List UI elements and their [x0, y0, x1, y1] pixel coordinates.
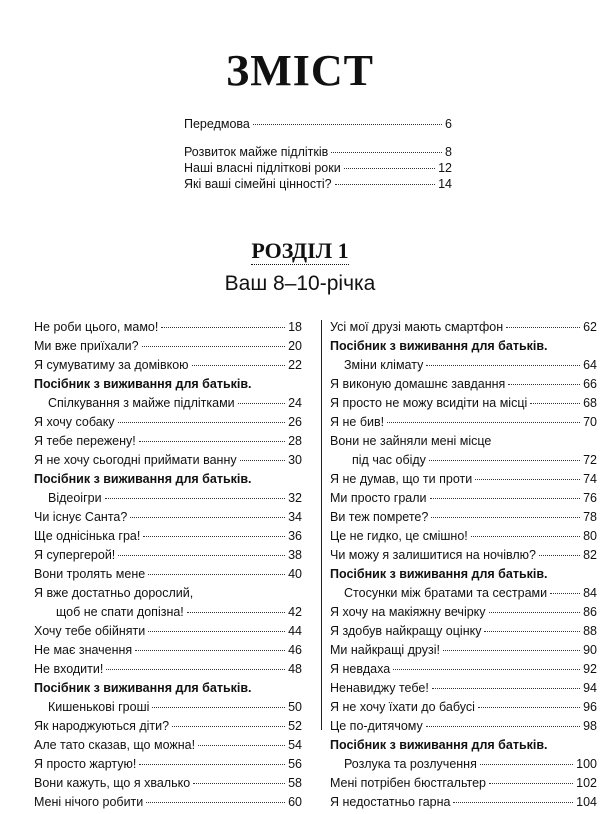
toc-entry-page: 96: [583, 700, 597, 714]
toc-entry-page: 44: [288, 624, 302, 638]
toc-entry[interactable]: [330, 358, 597, 377]
toc-entry-page: 6: [445, 117, 452, 131]
toc-entry[interactable]: [34, 757, 302, 776]
dot-leader: [393, 669, 580, 670]
toc-entry[interactable]: [34, 776, 302, 795]
toc-entry-page: 22: [288, 358, 302, 372]
toc-entry-title: Я хочу собаку: [34, 415, 115, 429]
toc-entry-title: Ми найкращі друзі!: [330, 643, 440, 657]
toc-entry-title: Я хочу на макіяжну вечірку: [330, 605, 486, 619]
toc-entry[interactable]: [34, 548, 302, 567]
toc-entry-page: 66: [583, 377, 597, 391]
toc-entry-page: 76: [583, 491, 597, 505]
dot-leader: [508, 384, 580, 385]
dot-leader: [148, 574, 285, 575]
toc-entry-page: 40: [288, 567, 302, 581]
toc-entry-title: Я не хочу сьогодні приймати ванну: [34, 453, 237, 467]
toc-entry-page: 78: [583, 510, 597, 524]
toc-entry[interactable]: [34, 358, 302, 377]
toc-left-column: [34, 320, 302, 814]
toc-entry-page: 94: [583, 681, 597, 695]
toc-entry-title: Я невдаха: [330, 662, 391, 676]
dot-leader: [426, 726, 580, 727]
toc-entry-page: 72: [583, 453, 597, 467]
toc-entry[interactable]: [34, 586, 302, 605]
dot-leader: [429, 460, 580, 461]
toc-entry-title: Я супергерой!: [34, 548, 116, 562]
toc-entry[interactable]: [34, 434, 302, 453]
toc-entry-page: 70: [583, 415, 597, 429]
toc-entry[interactable]: [330, 472, 597, 491]
toc-entry-title: Відеоігри: [48, 491, 102, 505]
dot-leader: [135, 650, 285, 651]
dot-leader: [106, 669, 285, 670]
toc-entry[interactable]: [184, 117, 452, 133]
toc-entry-page: 90: [583, 643, 597, 657]
toc-entry-title: Я тебе пережену!: [34, 434, 136, 448]
dot-leader: [105, 498, 285, 499]
toc-entry-page: 68: [583, 396, 597, 410]
toc-entry[interactable]: [34, 567, 302, 586]
toc-entry-title: Ми просто грали: [330, 491, 427, 505]
toc-entry-title: Я здобув найкращу оцінку: [330, 624, 482, 638]
toc-entry-page: 92: [583, 662, 597, 676]
toc-entry-page: 60: [288, 795, 302, 809]
dot-leader: [471, 536, 580, 537]
toc-entry-page: 102: [576, 776, 597, 790]
toc-entry-page: 98: [583, 719, 597, 733]
toc-entry[interactable]: [330, 434, 597, 453]
toc-entry-page: 8: [445, 145, 452, 159]
intro-toc: [184, 117, 452, 193]
toc-entry[interactable]: [34, 719, 302, 738]
toc-entry-page: 12: [438, 161, 452, 175]
toc-entry-page: 82: [583, 548, 597, 562]
toc-entry[interactable]: [330, 396, 597, 415]
toc-entry-title: під час обіду: [352, 453, 426, 467]
toc-entry[interactable]: [330, 719, 597, 738]
toc-entry-title: щоб не спати допізна!: [56, 605, 184, 619]
toc-entry-page: 28: [288, 434, 302, 448]
toc-entry-title: Я не думав, що ти проти: [330, 472, 473, 486]
toc-entry[interactable]: [34, 529, 302, 548]
toc-entry[interactable]: [34, 472, 302, 491]
toc-entry-title: Ви теж помрете?: [330, 510, 429, 524]
toc-entry[interactable]: [330, 757, 597, 776]
toc-entry[interactable]: [34, 377, 302, 396]
toc-entry[interactable]: [330, 605, 597, 624]
toc-entry[interactable]: [330, 339, 597, 358]
toc-entry-page: 100: [576, 757, 597, 771]
toc-entry[interactable]: [330, 795, 597, 814]
dot-leader: [506, 327, 580, 328]
dot-leader: [550, 593, 580, 594]
dot-leader: [539, 555, 580, 556]
toc-entry[interactable]: [330, 662, 597, 681]
toc-entry-page: 64: [583, 358, 597, 372]
toc-entry-page: 88: [583, 624, 597, 638]
toc-entry-title: Чи існує Санта?: [34, 510, 128, 524]
toc-entry-page: 18: [288, 320, 302, 334]
toc-entry[interactable]: [330, 491, 597, 510]
toc-entry-title: Не роби цього, мамо!: [34, 320, 159, 334]
toc-entry-page: 32: [288, 491, 302, 505]
dot-leader: [238, 403, 285, 404]
dot-leader: [139, 764, 285, 765]
dot-leader: [143, 536, 285, 537]
toc-entry[interactable]: [184, 161, 452, 177]
toc-right-column: [330, 320, 597, 814]
toc-entry[interactable]: [34, 605, 302, 624]
toc-entry-page: 84: [583, 586, 597, 600]
toc-entry[interactable]: [34, 681, 302, 700]
toc-entry[interactable]: [34, 795, 302, 814]
dot-leader: [484, 631, 580, 632]
toc-entry[interactable]: [330, 700, 597, 719]
toc-entry-title: Розлука та розлучення: [344, 757, 477, 771]
toc-entry-title: Вони не зайняли мені місце: [330, 434, 492, 448]
toc-entry[interactable]: [184, 177, 452, 193]
toc-entry[interactable]: [34, 700, 302, 719]
toc-entry-title: Усі мої друзі мають смартфон: [330, 320, 504, 334]
toc-entry[interactable]: [330, 738, 597, 757]
toc-entry[interactable]: [34, 643, 302, 662]
toc-entry[interactable]: [330, 586, 597, 605]
toc-entry[interactable]: [330, 510, 597, 529]
toc-entry-title: Спілкування з майже підлітками: [48, 396, 235, 410]
toc-entry-title: Як народжуються діти?: [34, 719, 170, 733]
toc-entry[interactable]: [34, 453, 302, 472]
toc-entry-page: 50: [288, 700, 302, 714]
dot-leader: [478, 707, 580, 708]
toc-entry[interactable]: [330, 567, 597, 586]
toc-entry-page: 30: [288, 453, 302, 467]
dot-leader: [432, 688, 580, 689]
toc-entry[interactable]: [330, 776, 597, 795]
toc-entry-page: 62: [583, 320, 597, 334]
toc-entry-title: Мені потрібен бюстгальтер: [330, 776, 486, 790]
toc-entry-title: Не має значення: [34, 643, 133, 657]
dot-leader: [187, 612, 285, 613]
toc-entry[interactable]: [34, 339, 302, 358]
toc-entry[interactable]: [330, 377, 597, 396]
toc-entry[interactable]: [34, 415, 302, 434]
toc-entry[interactable]: [34, 624, 302, 643]
dot-leader: [387, 422, 580, 423]
toc-entry[interactable]: [330, 681, 597, 700]
dot-leader: [443, 650, 580, 651]
toc-entry-title: Не входити!: [34, 662, 104, 676]
toc-entry-title: Посібник з виживання для батьків.: [34, 472, 252, 486]
toc-entry[interactable]: [330, 548, 597, 567]
toc-entry-title: Я вже достатньо дорослий,: [34, 586, 194, 600]
dot-leader: [148, 631, 285, 632]
toc-entry-page: 86: [583, 605, 597, 619]
toc-entry[interactable]: [330, 320, 597, 339]
chapter-label: РОЗДІЛ 1: [251, 238, 349, 263]
toc-entry-title: Зміни клімату: [344, 358, 424, 372]
toc-entry[interactable]: [330, 415, 597, 434]
toc-entry[interactable]: [34, 662, 302, 681]
toc-entry-page: 52: [288, 719, 302, 733]
dot-leader: [146, 802, 285, 803]
dot-leader: [475, 479, 580, 480]
dot-leader: [192, 365, 285, 366]
dot-leader: [430, 498, 580, 499]
toc-entry-title: Наші власні підліткові роки: [184, 161, 341, 175]
toc-entry-title: Посібник з виживання для батьків.: [330, 738, 548, 752]
toc-entry[interactable]: [34, 396, 302, 415]
toc-entry-title: Ще однісінька гра!: [34, 529, 141, 543]
toc-entry-page: 36: [288, 529, 302, 543]
toc-entry-title: Вони тролять мене: [34, 567, 146, 581]
toc-entry-title: Мені нічого робити: [34, 795, 144, 809]
toc-entry-page: 20: [288, 339, 302, 353]
toc-entry-title: Хочу тебе обійняти: [34, 624, 146, 638]
toc-entry-page: 42: [288, 605, 302, 619]
dot-leader: [480, 764, 573, 765]
toc-entry-title: Це не гидко, це смішно!: [330, 529, 468, 543]
toc-entry-page: 48: [288, 662, 302, 676]
toc-entry-title: Я не бив!: [330, 415, 385, 429]
toc-entry-title: Я недостатньо гарна: [330, 795, 451, 809]
toc-entry-title: Передмова: [184, 117, 250, 131]
toc-entry-page: 80: [583, 529, 597, 543]
dot-leader: [331, 152, 442, 153]
toc-entry-title: Кишенькові гроші: [48, 700, 150, 714]
dot-leader: [426, 365, 580, 366]
dot-leader: [253, 124, 442, 125]
column-divider: [321, 320, 322, 730]
toc-entry-title: Я просто не можу всидіти на місці: [330, 396, 528, 410]
dot-leader: [118, 555, 285, 556]
toc-entry-title: Але тато сказав, що можна!: [34, 738, 196, 752]
dot-leader: [489, 783, 573, 784]
toc-entry-title: Посібник з виживання для батьків.: [34, 681, 252, 695]
toc-entry-title: Вони кажуть, що я хвалько: [34, 776, 191, 790]
toc-entry-title: Стосунки між братами та сестрами: [344, 586, 548, 600]
toc-entry[interactable]: [330, 453, 597, 472]
toc-entry-page: 104: [576, 795, 597, 809]
toc-entry[interactable]: [330, 529, 597, 548]
toc-entry[interactable]: [330, 624, 597, 643]
dot-leader: [152, 707, 285, 708]
toc-entry-page: 46: [288, 643, 302, 657]
dot-leader: [453, 802, 573, 803]
toc-entry-title: Ми вже приїхали?: [34, 339, 139, 353]
toc-entry-page: 34: [288, 510, 302, 524]
dot-leader: [130, 517, 285, 518]
dot-leader: [489, 612, 580, 613]
toc-entry-page: 58: [288, 776, 302, 790]
toc-entry[interactable]: [34, 510, 302, 529]
dot-leader: [344, 168, 435, 169]
dot-leader: [240, 460, 285, 461]
toc-entry-title: Це по-дитячому: [330, 719, 423, 733]
toc-entry-title: Ненавиджу тебе!: [330, 681, 429, 695]
dot-leader: [530, 403, 580, 404]
toc-entry-title: Я не хочу їхати до бабусі: [330, 700, 475, 714]
toc-entry[interactable]: [330, 643, 597, 662]
toc-entry[interactable]: [184, 145, 452, 161]
toc-entry[interactable]: [34, 491, 302, 510]
toc-entry-title: Посібник з виживання для батьків.: [330, 567, 548, 581]
toc-entry-page: 38: [288, 548, 302, 562]
dot-leader: [139, 441, 285, 442]
toc-entry[interactable]: [34, 738, 302, 757]
toc-entry-title: Я виконую домашнє завдання: [330, 377, 506, 391]
chapter-subtitle: Ваш 8–10-річка: [224, 272, 376, 295]
toc-entry-title: Я просто жартую!: [34, 757, 137, 771]
toc-entry-page: 54: [288, 738, 302, 752]
toc-entry-page: 14: [438, 177, 452, 191]
dot-leader: [118, 422, 285, 423]
toc-entry-title: Розвиток майже підлітків: [184, 145, 329, 159]
toc-entry-title: Посібник з виживання для батьків.: [34, 377, 252, 391]
page-title: ЗМІСТ: [226, 46, 374, 95]
toc-entry[interactable]: [34, 320, 302, 339]
dot-leader: [142, 346, 285, 347]
dot-leader: [193, 783, 285, 784]
toc-entry-page: 56: [288, 757, 302, 771]
toc-entry-page: 24: [288, 396, 302, 410]
toc-entry-title: Посібник з виживання для батьків.: [330, 339, 548, 353]
toc-entry-title: Я сумуватиму за домівкою: [34, 358, 189, 372]
dot-leader: [335, 184, 436, 185]
dot-leader: [198, 745, 285, 746]
toc-entry-title: Чи можу я залишитися на ночівлю?: [330, 548, 536, 562]
dot-leader: [431, 517, 580, 518]
toc-entry-page: 74: [583, 472, 597, 486]
toc-entry-page: 26: [288, 415, 302, 429]
chapter-heading: [0, 238, 600, 264]
dot-leader: [161, 327, 285, 328]
dot-leader: [172, 726, 285, 727]
toc-entry-title: Які ваші сімейні цінності?: [184, 177, 332, 191]
